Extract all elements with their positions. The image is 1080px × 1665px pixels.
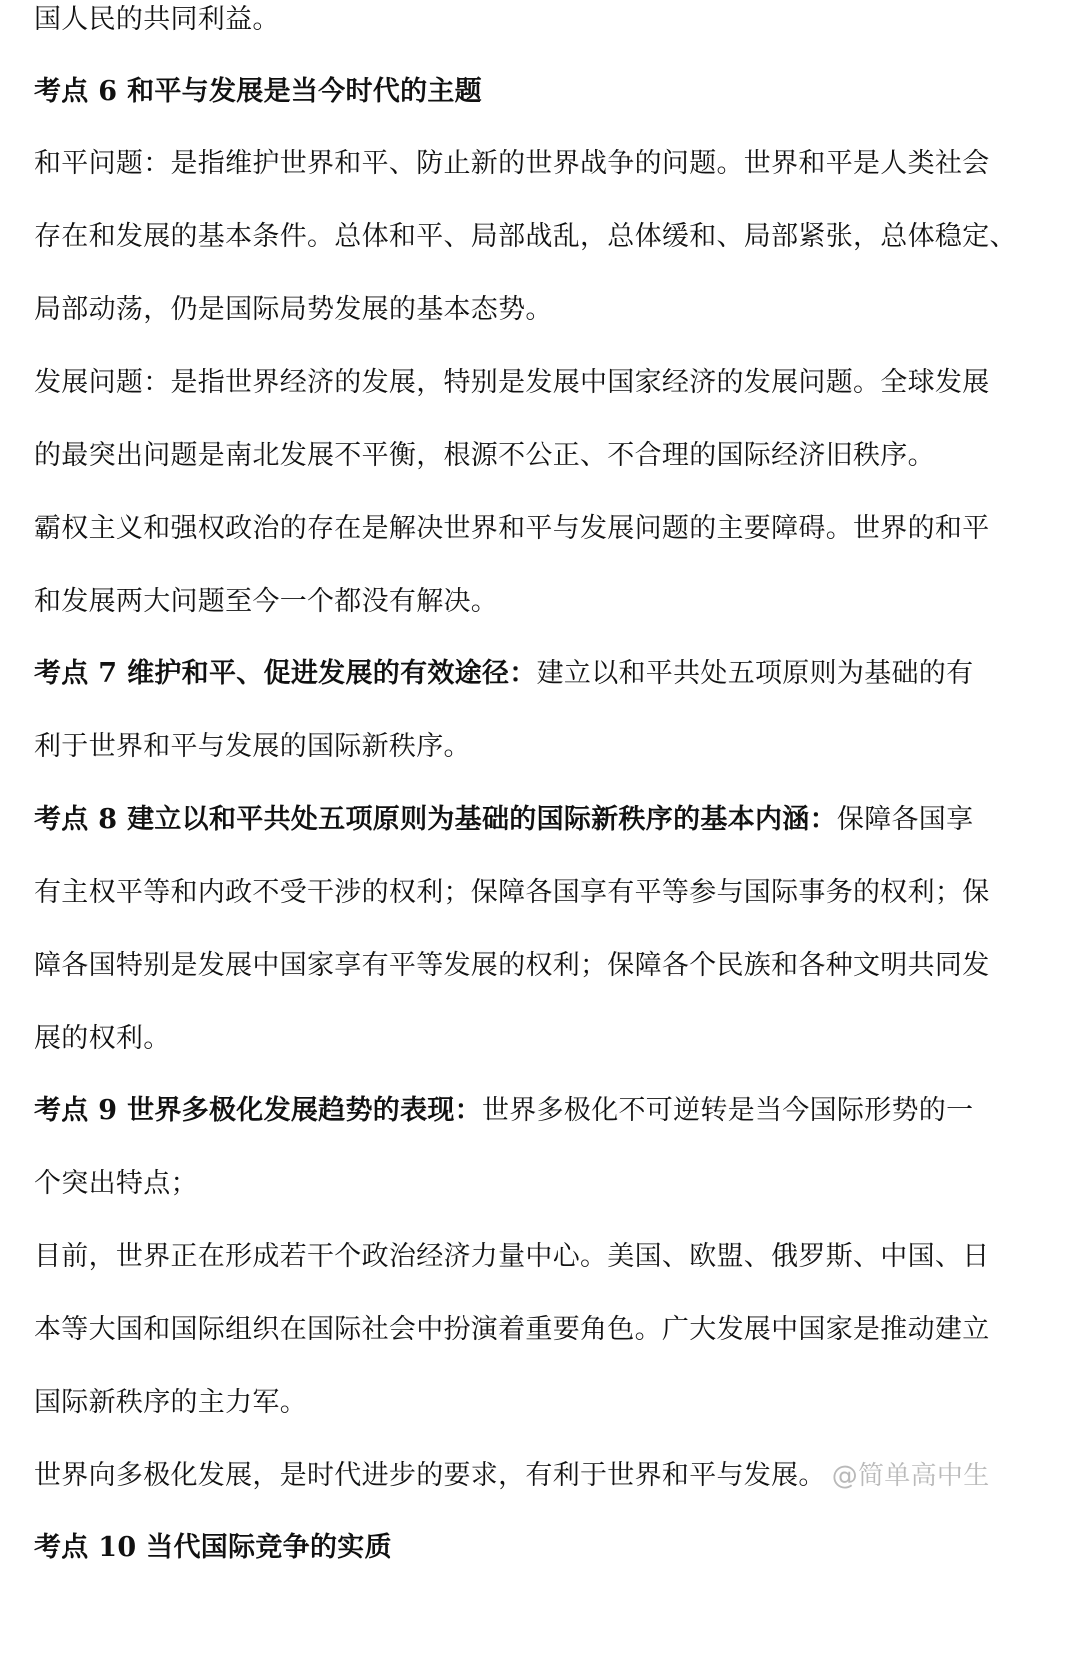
- heading-rest-part: 世界多极化不可逆转是当今国际形势的一: [482, 1095, 974, 1126]
- heading-rest-part: 建立以和平共处五项原则为基础的有: [536, 658, 974, 689]
- text-line: 存在和发展的基本条件。总体和平、局部战乱，总体缓和、局部紧张，总体稳定、: [34, 221, 1017, 252]
- heading-kaodian-7: [34, 654, 973, 694]
- text-line: 和发展两大问题至今一个都没有解决。: [34, 586, 499, 617]
- text-line: 个突出特点；: [34, 1168, 198, 1199]
- text-line: 国人民的共同利益。: [34, 4, 280, 35]
- text-line: 有主权平等和内政不受干涉的权利；保障各国享有平等参与国际事务的权利；保: [34, 877, 990, 908]
- text-line: 发展问题：是指世界经济的发展，特别是发展中国家经济的发展问题。全球发展: [34, 367, 990, 398]
- text-line: 本等大国和国际组织在国际社会中扮演着重要角色。广大发展中国家是推动建立: [34, 1314, 990, 1345]
- heading-kaodian-6: 考点 6 和平与发展是当今时代的主题: [34, 76, 482, 107]
- heading-rest-part: 保障各国享: [836, 804, 974, 835]
- text-line: 和平问题：是指维护世界和平、防止新的世界战争的问题。世界和平是人类社会: [34, 148, 990, 179]
- heading-bold-part: 考点 7 维护和平、促进发展的有效途径：: [34, 658, 537, 689]
- heading-kaodian-8: [34, 800, 973, 840]
- text-line: 利于世界和平与发展的国际新秩序。: [34, 731, 471, 762]
- text-line: 障各国特别是发展中国家享有平等发展的权利；保障各个民族和各种文明共同发: [34, 950, 990, 981]
- heading-bold-part: 考点 9 世界多极化发展趋势的表现：: [34, 1095, 482, 1126]
- heading-kaodian-9: [34, 1091, 973, 1131]
- heading-kaodian-10: 考点 10 当代国际竞争的实质: [34, 1532, 392, 1563]
- text-line: 局部动荡，仍是国际局势发展的基本态势。: [34, 294, 553, 325]
- text-line: 目前，世界正在形成若干个政治经济力量中心。美国、欧盟、俄罗斯、中国、日: [34, 1241, 990, 1272]
- text-line: 展的权利。: [34, 1023, 171, 1054]
- text-line: 霸权主义和强权政治的存在是解决世界和平与发展问题的主要障碍。世界的和平: [34, 513, 990, 544]
- heading-bold-part: 考点 8 建立以和平共处五项原则为基础的国际新秩序的基本内涵：: [34, 804, 837, 835]
- text-line-body: 世界向多极化发展，是时代进步的要求，有利于世界和平与发展。: [34, 1460, 826, 1491]
- watermark: @简单高中生: [831, 1461, 990, 1491]
- text-line: 的最突出问题是南北发展不平衡，根源不公正、不合理的国际经济旧秩序。: [34, 440, 935, 471]
- text-line: [34, 1456, 990, 1496]
- text-line: 国际新秩序的主力军。: [34, 1387, 307, 1418]
